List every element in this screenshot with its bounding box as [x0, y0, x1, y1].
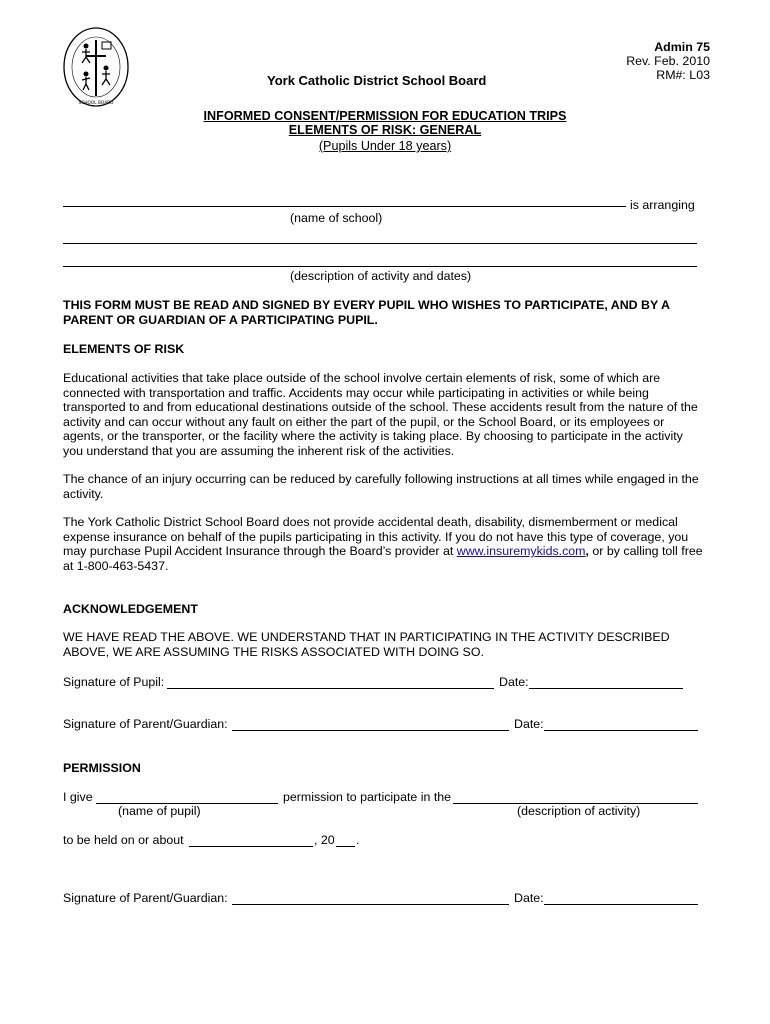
permission-parent-signature-field[interactable]: [232, 904, 509, 905]
pupil-signature-field[interactable]: [167, 688, 494, 689]
parent-date-field[interactable]: [544, 730, 698, 731]
parent-signature-field[interactable]: [232, 730, 509, 731]
description-caption: (description of activity and dates): [290, 269, 472, 283]
name-of-school-caption: (name of school): [290, 211, 383, 225]
activity-description-line-2[interactable]: [63, 266, 697, 267]
form-title: INFORMED CONSENT/PERMISSION FOR EDUCATION TRIPS: [203, 109, 567, 123]
rm-number: RM#: L03: [656, 68, 710, 82]
insurance-link[interactable]: www.insuremykids.com: [456, 544, 586, 558]
pupil-date-label: Date:: [499, 675, 529, 689]
year-field[interactable]: [336, 846, 355, 847]
pupil-signature-label: Signature of Pupil:: [63, 675, 165, 689]
pupil-date-field[interactable]: [529, 688, 683, 689]
form-audience: (Pupils Under 18 years): [318, 139, 452, 153]
form-header-info: [626, 40, 710, 82]
permission-heading: PERMISSION: [63, 761, 141, 775]
held-on-label: to be held on or about: [63, 833, 184, 847]
acknowledgement-text: WE HAVE READ THE ABOVE. WE UNDERSTAND THAT IN PARTICIPATING IN THE ACTIVITY DESCRIBED ABOVE, WE ARE ASSUMING THE RISKS ASSOCIATED WITH DOING SO.: [63, 630, 670, 659]
risk-paragraph-3: [63, 515, 703, 573]
school-name-line[interactable]: [63, 206, 626, 207]
permission-parent-signature-label: Signature of Parent/Guardian:: [63, 891, 228, 905]
elements-of-risk-heading: ELEMENTS OF RISK: [63, 342, 185, 356]
activity-description-line-1[interactable]: [63, 243, 697, 244]
is-arranging-label: is arranging: [630, 198, 695, 212]
held-on-date-field[interactable]: [189, 846, 313, 847]
form-number: Admin 75: [654, 40, 710, 54]
permission-date-field[interactable]: [544, 904, 698, 905]
parent-date-label: Date:: [514, 717, 544, 731]
acknowledgement-heading: ACKNOWLEDGEMENT: [63, 602, 198, 616]
i-give-label: I give: [63, 790, 93, 804]
notice-text: THIS FORM MUST BE READ AND SIGNED BY EVERY PUPIL WHO WISHES TO PARTICIPATE, AND BY A PARENT OR GUARDIAN OF A PARTICIPATING PUPIL.: [63, 298, 670, 327]
risk-paragraph-1: Educational activities that take place outside of the school involve certain elements of risk, some of which are connected with transportation and traffic. Accidents may occur while participating in activities or while being transported to and from educational destinations outside of the school. These accidents result from the nature of the activity and can occur without any fault on either the part of the pupil, or the School Board, or its employees or agents, or the transporter, or the facility where the activity is taking place. By choosing to participate in the activity you understand that you are assuming the inherent risk of the activities.: [63, 371, 698, 458]
seal-text: SCHOOL BOARD: [78, 101, 114, 106]
seal-icon: [62, 26, 130, 108]
year-prefix: , 20: [314, 833, 335, 847]
insurance-text: The York Catholic District School Board does not provide accidental death, disability, dismemberment or medical expense insurance on behalf of the pupils participating in this activity. If you do not have this type of coverage, you may purchase Pupil Accident Insurance through the Board’s provider at: [63, 515, 689, 558]
permission-date-label: Date:: [514, 891, 544, 905]
form-subtitle: ELEMENTS OF RISK: GENERAL: [288, 123, 482, 137]
phone-text: or by calling toll free at 1-800-463-5437.: [63, 544, 703, 573]
sentence-period: .: [356, 833, 360, 847]
revision-date: Rev. Feb. 2010: [626, 54, 710, 68]
link-comma: ,: [585, 544, 589, 558]
parent-signature-label: Signature of Parent/Guardian:: [63, 717, 228, 731]
school-board-seal: [62, 26, 130, 108]
board-name: York Catholic District School Board: [267, 73, 487, 88]
risk-paragraph-2: The chance of an injury occurring can be reduced by carefully following instructions at all times while engaged in the activity.: [63, 472, 699, 501]
permission-text: permission to participate in the: [283, 790, 452, 804]
description-of-activity-caption: (description of activity): [517, 804, 641, 818]
name-of-pupil-caption: (name of pupil): [118, 804, 201, 818]
